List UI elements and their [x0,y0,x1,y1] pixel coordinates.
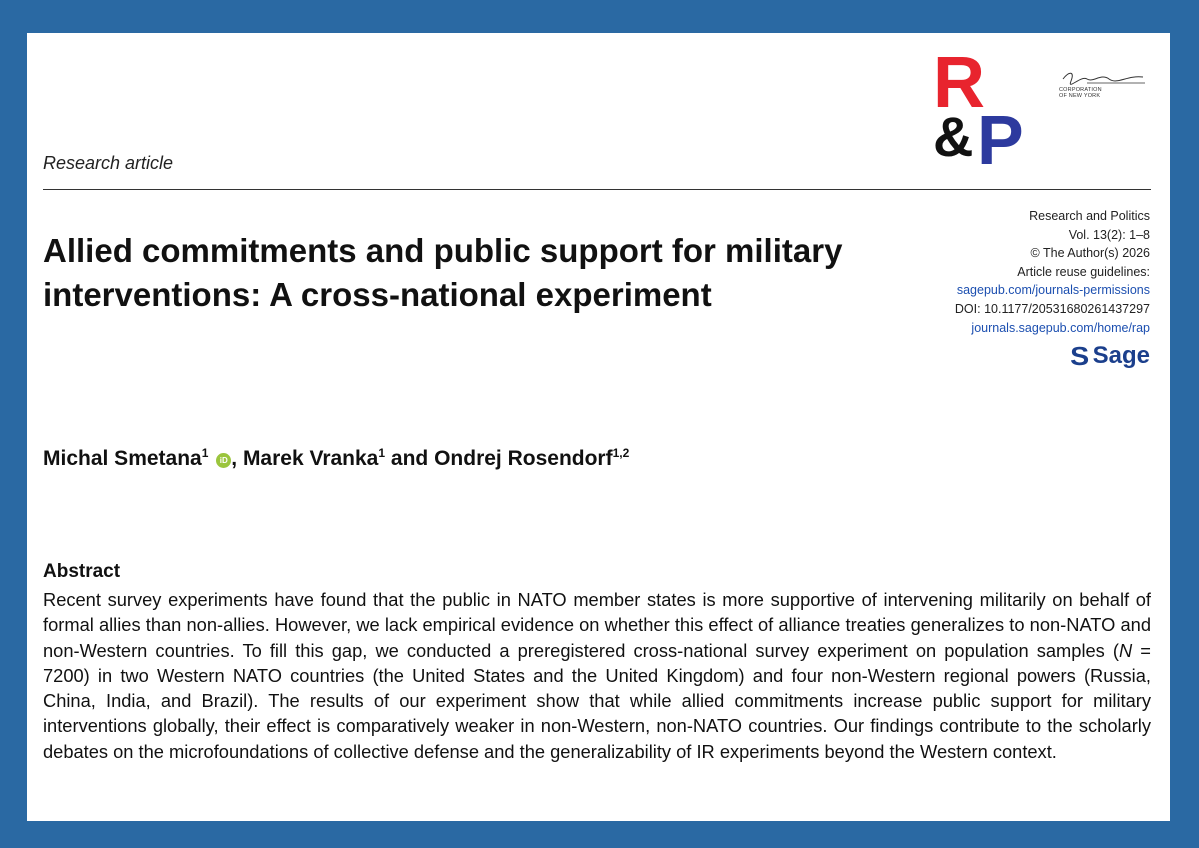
author-1-affiliation: 1 [201,446,209,460]
logo-ampersand: & [933,105,974,168]
journal-logo [933,43,1051,179]
reuse-label: Article reuse guidelines: [1017,264,1150,279]
publisher-name: Sage [1092,342,1150,369]
copyright: © The Author(s) 2026 [1030,246,1150,261]
abstract-n-symbol: N [1119,639,1133,661]
author-3-affiliation: 1,2 [612,446,630,460]
author-separator-2: and [385,447,435,470]
carnegie-line2: OF NEW YORK [1059,93,1101,99]
journal-volume: Vol. 13(2): 1–8 [1068,227,1150,242]
doi: DOI: 10.1177/20531680261437297 [954,301,1150,316]
sage-s-icon: S [1070,340,1090,371]
journal-name: Research and Politics [1029,209,1150,223]
author-1: Michal Smetana [43,447,202,470]
carnegie-line1: CORPORATION [1059,87,1102,93]
journal-meta [955,207,1150,337]
article-title: Allied commitments and public support for military interventions: A cross-national experiment [43,232,843,313]
abstract-part-1: Recent survey experiments have found that the public in NATO member states is more supportive of intervening militarily on behalf of formal allies than non-allies. However, we lack empirical evidence on whether this effect of alliance treaties generalizes to non-NATO and non-Western countries. To fill this gap, we conducted a preregistered cross-national survey experiment on population samples ( [43,589,1151,661]
header-divider [43,189,1151,190]
author-separator-1: , [231,447,243,470]
logo-r: R [933,43,985,123]
abstract-part-2: = 7200) in two Western NATO countries (the United States and the United Kingdom) and four non-Western regional powers (Russia, China, India, and Brazil). The results of our experiment show that while allied commitments increase public support for military interventions globally, their effect is comparatively weaker in non-Western, non-NATO countries. Our findings contribute to the scholarly debates on the microfoundations of collective defense and the generalizability of IR experiments beyond the Western context. [43,639,1151,762]
publisher-logo [1071,341,1150,371]
article-page [27,33,1170,821]
author-2-affiliation: 1 [378,446,386,460]
abstract-heading: Abstract [43,561,121,582]
article-type: Research article [43,153,174,173]
author-3: Ondrej Rosendorf [434,447,613,470]
author-list [43,446,629,471]
orcid-icon[interactable]: iD [216,453,231,468]
abstract-text [43,587,1151,764]
author-2: Marek Vranka [242,447,379,470]
carnegie-logo [1057,69,1149,105]
carnegie-text [1059,87,1102,99]
journal-link[interactable]: journals.sagepub.com/home/rap [971,320,1150,335]
logo-p: P [977,101,1024,179]
permissions-link[interactable]: sagepub.com/journals-permissions [956,283,1150,298]
